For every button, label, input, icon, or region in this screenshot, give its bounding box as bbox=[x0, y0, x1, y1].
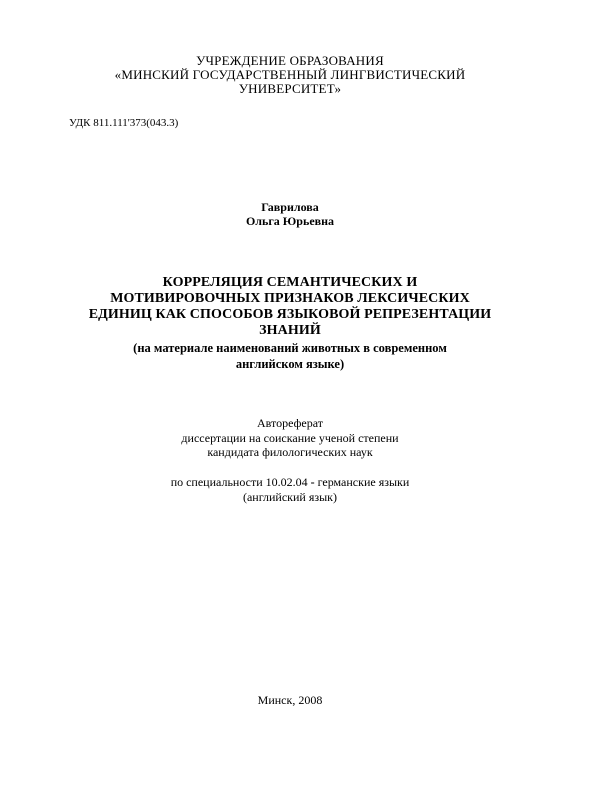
place-year: Минск, 2008 bbox=[257, 693, 323, 707]
subtitle-line-1: (на материале наименований животных в современном bbox=[133, 341, 447, 355]
title-line-4: ЗНАНИЙ bbox=[259, 323, 321, 338]
institution-line-1: УЧРЕЖДЕНИЕ ОБРАЗОВАНИЯ bbox=[196, 53, 384, 68]
title-line-3: ЕДИНИЦ КАК СПОСОБОВ ЯЗЫКОВОЙ РЕПРЕЗЕНТАЦИИ bbox=[88, 307, 492, 322]
abstract-line-2: диссертации на соискание ученой степени bbox=[181, 431, 399, 445]
specialty-dash: - bbox=[310, 475, 315, 489]
institution-line-3: УНИВЕРСИТЕТ» bbox=[238, 81, 342, 96]
title-line-1: КОРРЕЛЯЦИЯ СЕМАНТИЧЕСКИХ И bbox=[162, 275, 418, 290]
author-name: Ольга Юрьевна bbox=[245, 214, 335, 228]
abstract-line-1: Автореферат bbox=[257, 416, 323, 430]
specialty-line-2: (английский язык) bbox=[242, 490, 338, 504]
specialty-suffix: германские языки bbox=[314, 475, 410, 489]
abstract-line-3: кандидата филологических наук bbox=[207, 445, 373, 459]
author-surname: Гаврилова bbox=[261, 200, 319, 214]
udc-code: УДК 811.111'373(043.3) bbox=[69, 117, 179, 129]
title-line-2: МОТИВИРОВОЧНЫХ ПРИЗНАКОВ ЛЕКСИЧЕСКИХ bbox=[110, 291, 470, 306]
specialty-line-1 bbox=[0, 476, 585, 488]
specialty-prefix: по специальности 10.02.04 bbox=[170, 475, 311, 489]
institution-line-2: «МИНСКИЙ ГОСУДАРСТВЕННЫЙ ЛИНГВИСТИЧЕСКИЙ bbox=[114, 67, 466, 82]
subtitle-line-2: английском языке) bbox=[235, 357, 345, 371]
